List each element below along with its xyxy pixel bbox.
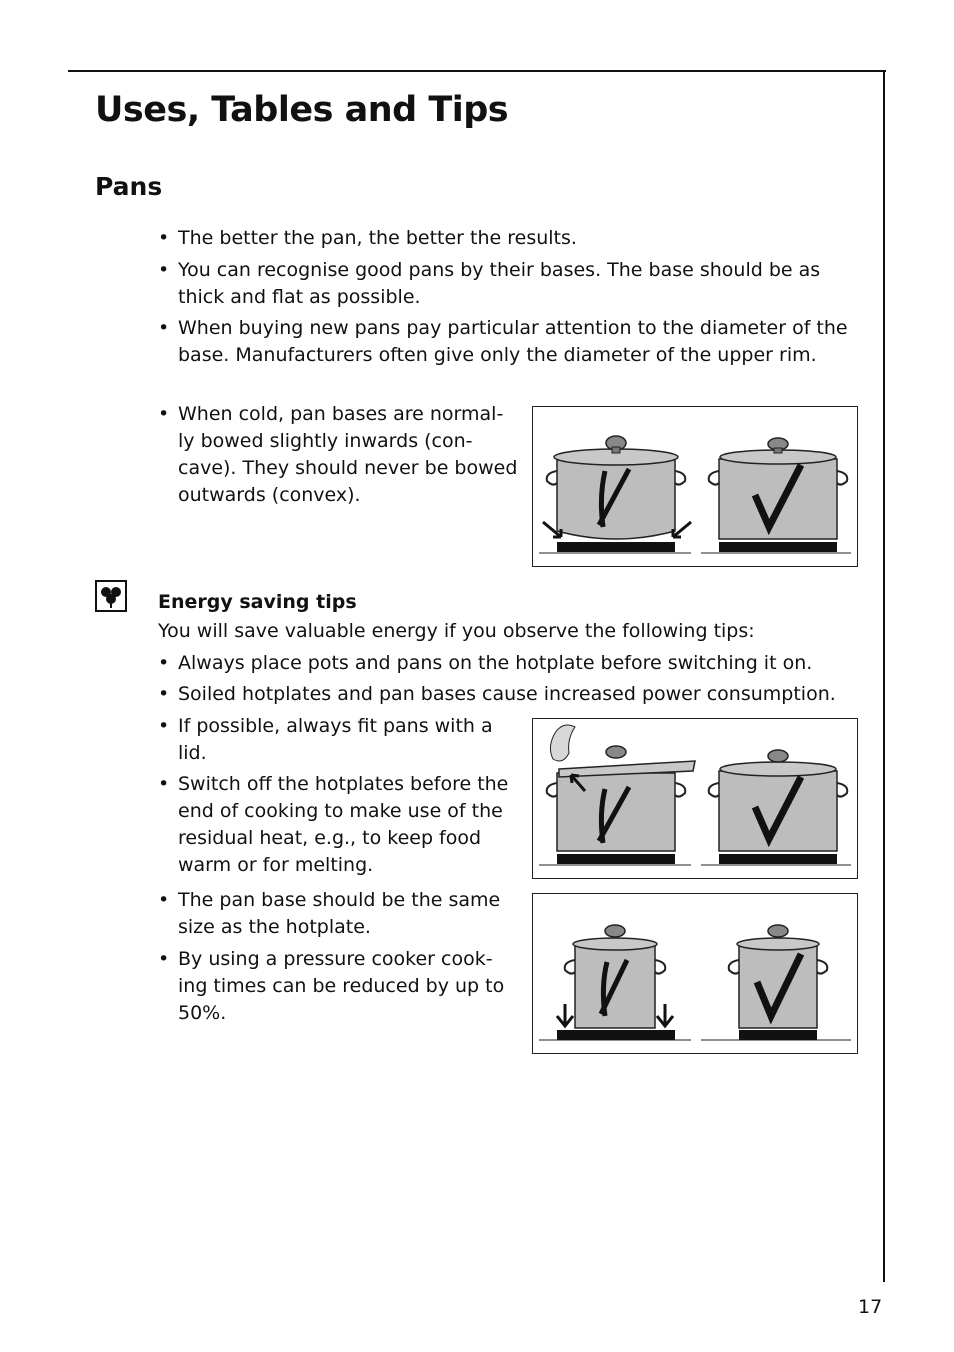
- energy-bullet: • Soiled hotplates and pan bases cause increased power consumption.: [158, 681, 878, 708]
- energy-bullet: • By using a pressure cooker cook-ing times can be reduced by up to 50%.: [158, 946, 518, 1027]
- pot-lid-ajar-image: [539, 725, 695, 865]
- pot-lid-on-image: [701, 750, 851, 865]
- top-rule: [68, 70, 886, 72]
- page-title: Uses, Tables and Tips: [95, 90, 509, 130]
- energy-bullet: • The pan base should be the same size as the hotplate.: [158, 887, 518, 941]
- pans-bullet: • When cold, pan bases are normal-ly bowed slightly inwards (con-cave). They should never be bowed outwards (convex).: [158, 401, 518, 509]
- energy-intro: You will save valuable energy if you observe the following tips:: [158, 620, 755, 642]
- pans-bullet: • You can recognise good pans by their bases. The base should be as thick and flat as possible.: [158, 257, 848, 311]
- pot-matching-size-image: [701, 925, 851, 1040]
- energy-saving-title: Energy saving tips: [158, 591, 357, 613]
- clover-leaf-icon: [95, 580, 127, 612]
- pot-flat-image: [701, 438, 851, 553]
- page-number: 17: [858, 1296, 883, 1318]
- pans-bullet: • When buying new pans pay particular attention to the diameter of the base. Manufacturers often give only the diameter of the upper rim.: [158, 315, 863, 369]
- figure-pan-lid: [532, 718, 858, 879]
- energy-bullet: • Always place pots and pans on the hotplate before switching it on.: [158, 650, 878, 677]
- energy-bullet: • If possible, always fit pans with a lid.: [158, 713, 518, 767]
- pot-too-small-image: [539, 925, 691, 1040]
- energy-bullet: • Switch off the hotplates before the end of cooking to make use of the residual heat, e.g., to keep food warm or for melting.: [158, 771, 518, 879]
- side-rule: [883, 70, 885, 1282]
- section-heading-pans: Pans: [95, 172, 163, 201]
- pans-bullet: • The better the pan, the better the results.: [158, 225, 868, 252]
- figure-pan-base-shape: [532, 406, 858, 567]
- figure-pan-size: [532, 893, 858, 1054]
- pot-convex-image: [539, 436, 691, 553]
